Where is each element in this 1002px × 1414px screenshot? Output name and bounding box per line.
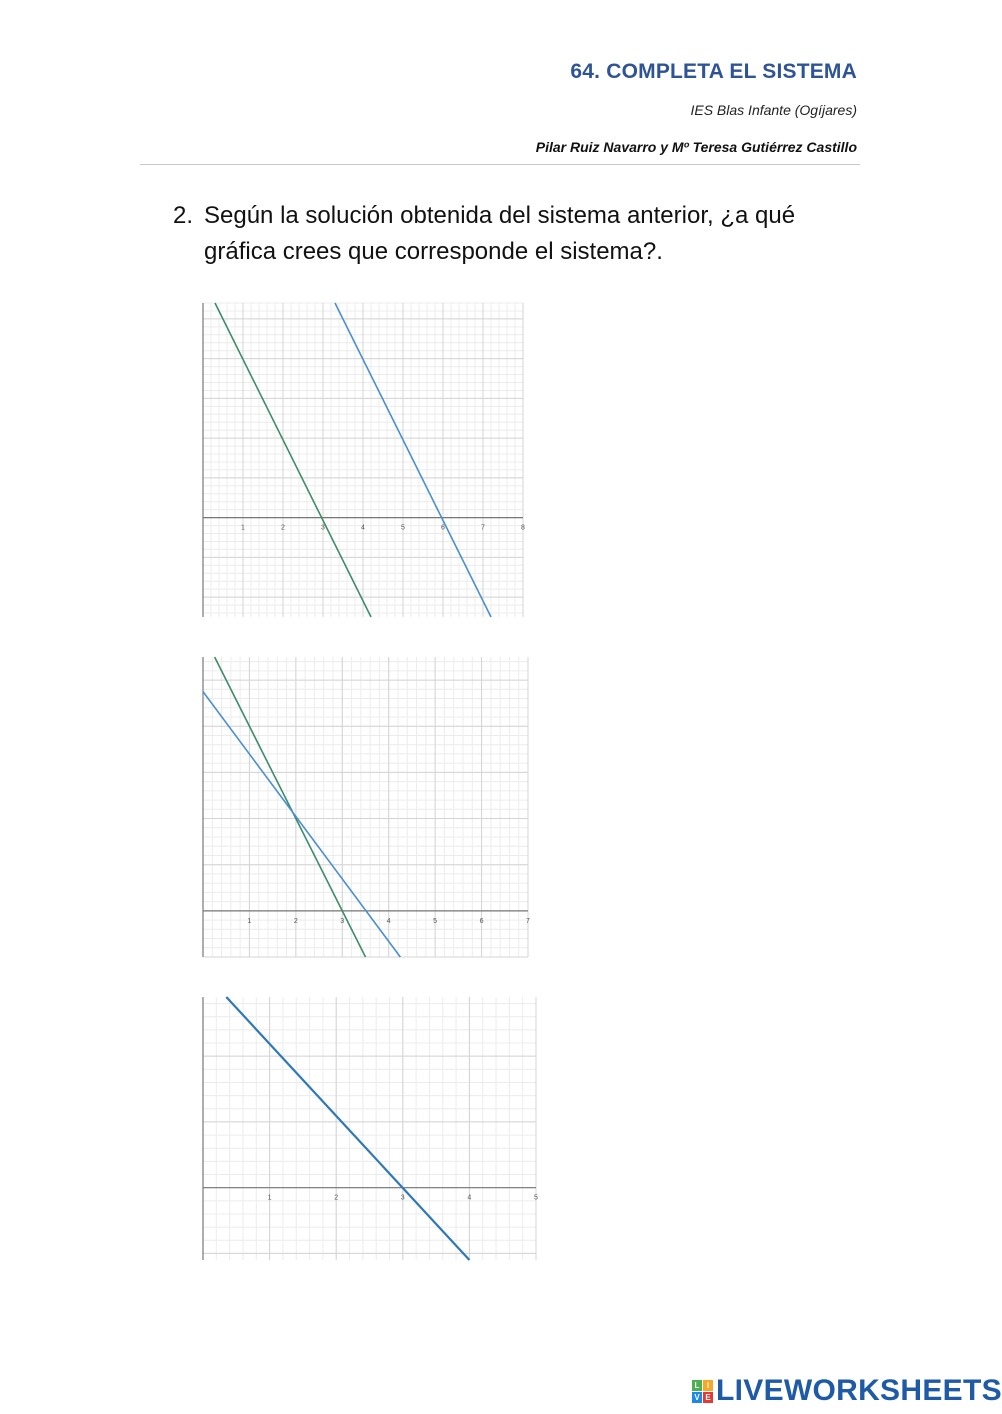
x-tick-label: 4 bbox=[467, 1194, 472, 1202]
question bbox=[173, 198, 853, 270]
graph-1-plot bbox=[203, 303, 523, 617]
page-title: 64. COMPLETA EL SISTEMA bbox=[570, 60, 857, 83]
logo-letter: I bbox=[703, 1380, 713, 1391]
series-line bbox=[335, 303, 491, 617]
logo-text: LIVEWORKSHEETS bbox=[716, 1374, 1002, 1407]
header-divider bbox=[140, 164, 860, 165]
graph-option-1[interactable] bbox=[203, 303, 523, 617]
x-tick-label: 6 bbox=[441, 524, 445, 532]
liveworksheets-logo bbox=[692, 1376, 1002, 1406]
logo-grid-icon bbox=[692, 1380, 712, 1402]
x-tick-label: 5 bbox=[534, 1194, 538, 1202]
series-line bbox=[203, 692, 400, 957]
x-tick-label: 4 bbox=[361, 524, 365, 532]
logo-letter: V bbox=[692, 1392, 702, 1403]
x-tick-label: 2 bbox=[334, 1194, 339, 1202]
logo-letter: L bbox=[692, 1380, 702, 1391]
graph-2-plot bbox=[203, 657, 528, 957]
x-tick-label: 3 bbox=[321, 524, 325, 532]
graph-option-2[interactable] bbox=[203, 657, 528, 957]
authors: Pilar Ruiz Navarro y Mº Teresa Gutiérrez Castillo bbox=[535, 139, 857, 155]
question-text: Según la solución obtenida del sistema anterior, ¿a qué gráfica crees que corresponde el sistema?. bbox=[204, 202, 796, 265]
x-tick-label: 3 bbox=[340, 917, 345, 925]
graph-3-plot bbox=[203, 997, 536, 1260]
x-tick-label: 7 bbox=[526, 917, 530, 925]
x-tick-label: 6 bbox=[479, 917, 484, 925]
question-number: 2. bbox=[173, 202, 194, 229]
x-tick-label: 3 bbox=[400, 1194, 405, 1202]
graph-option-3[interactable] bbox=[203, 997, 536, 1260]
x-tick-label: 1 bbox=[241, 524, 245, 532]
x-tick-label: 7 bbox=[481, 524, 485, 532]
series-line bbox=[226, 997, 472, 1260]
x-tick-label: 1 bbox=[267, 1194, 272, 1202]
series-line bbox=[215, 303, 371, 617]
x-tick-label: 2 bbox=[281, 524, 285, 532]
x-tick-label: 5 bbox=[433, 917, 438, 925]
school-name: IES Blas Infante (Ogíjares) bbox=[690, 102, 857, 118]
logo-letter: E bbox=[703, 1392, 713, 1403]
x-tick-label: 2 bbox=[293, 917, 298, 925]
series-line bbox=[215, 657, 366, 957]
x-tick-label: 4 bbox=[386, 917, 391, 925]
x-tick-label: 8 bbox=[521, 524, 525, 532]
x-tick-label: 1 bbox=[247, 917, 252, 925]
x-tick-label: 5 bbox=[401, 524, 405, 532]
